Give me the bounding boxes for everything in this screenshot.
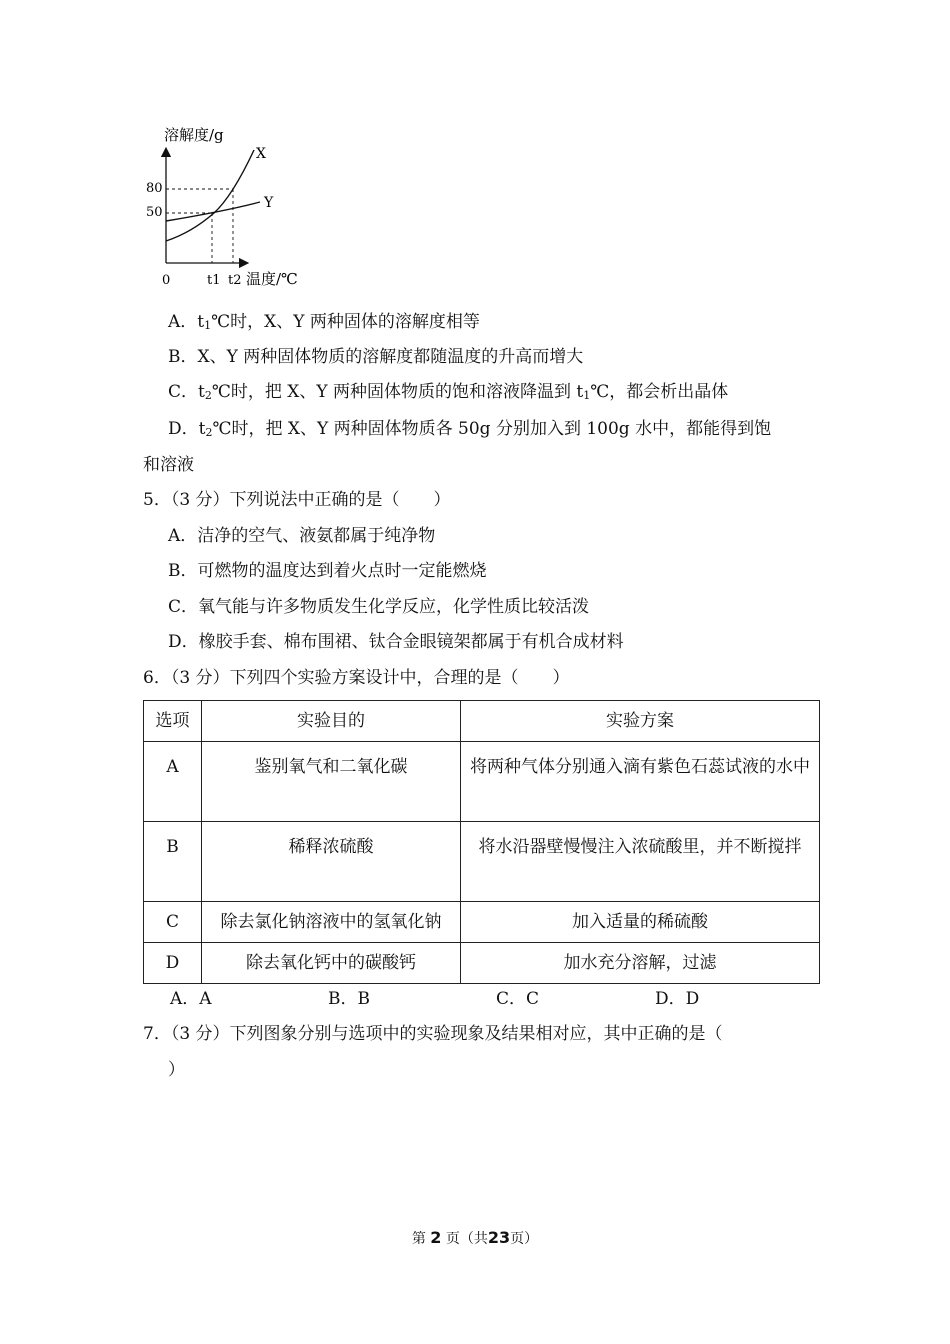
row-option: C xyxy=(144,902,202,943)
page-footer: 第 2 页（共23页） xyxy=(411,1228,539,1247)
q5-option-c: C．氧气能与许多物质发生化学反应，化学性质比较活泼 xyxy=(168,597,590,617)
row-plan: 将水沿器壁慢慢注入浓硫酸里，并不断搅拌 xyxy=(461,822,820,902)
q6-choice-b: B．B xyxy=(328,989,370,1009)
y-axis-label: 溶解度/g xyxy=(164,126,224,144)
curve-y-label: Y xyxy=(264,195,274,211)
row-option: B xyxy=(144,822,202,902)
q6-table xyxy=(143,700,820,984)
y-tick-50: 50 xyxy=(146,205,163,220)
page-number: 2 xyxy=(430,1228,442,1247)
q6-choice-a: A．A xyxy=(170,989,212,1009)
row-goal: 鉴别氧气和二氧化碳 xyxy=(202,742,461,822)
q4-option-a: A．t1℃时，X、Y 两种固体的溶解度相等 xyxy=(168,312,480,332)
table-row xyxy=(144,822,820,902)
row-goal: 稀释浓硫酸 xyxy=(202,822,461,902)
q4-option-d: D．t2℃时，把 X、Y 两种固体物质各 50g 分别加入到 100g 水中，都能得到饱 xyxy=(168,419,772,439)
q6-stem: 6．（3 分）下列四个实验方案设计中，合理的是（ ） xyxy=(143,668,570,688)
table-row xyxy=(144,902,820,943)
q4-option-c: C．t2℃时，把 X、Y 两种固体物质的饱和溶液降温到 t1℃，都会析出晶体 xyxy=(168,382,729,402)
header-plan: 实验方案 xyxy=(461,701,820,742)
q5-option-a: A．洁净的空气、液氨都属于纯净物 xyxy=(168,526,436,546)
row-goal: 除去氯化钠溶液中的氢氧化钠 xyxy=(202,902,461,943)
page-total: 23 xyxy=(487,1228,511,1247)
q6-choice-c: C．C xyxy=(496,989,540,1009)
table-row xyxy=(144,943,820,984)
table-row xyxy=(144,742,820,822)
y-tick-80: 80 xyxy=(146,181,163,196)
x-tick-t2: t2 xyxy=(228,273,242,288)
table-header-row xyxy=(144,701,820,742)
q5-option-d: D．橡胶手套、棉布围裙、钛合金眼镜架都属于有机合成材料 xyxy=(168,632,624,652)
q5-stem: 5．（3 分）下列说法中正确的是（ ） xyxy=(143,490,451,510)
row-option: A xyxy=(144,742,202,822)
x-tick-t1: t1 xyxy=(207,273,221,288)
q7-stem-cont: ） xyxy=(168,1060,185,1080)
solubility-chart xyxy=(140,118,320,293)
curve-x-label: X xyxy=(256,146,266,162)
row-plan: 加入适量的稀硫酸 xyxy=(461,902,820,943)
row-option: D xyxy=(144,943,202,984)
curve-y xyxy=(166,202,260,221)
q4-option-b: B．X、Y 两种固体物质的溶解度都随温度的升高而增大 xyxy=(168,347,584,367)
q4-option-d-cont: 和溶液 xyxy=(143,455,194,475)
header-goal: 实验目的 xyxy=(202,701,461,742)
origin-label: 0 xyxy=(162,273,171,288)
x-axis-label: 温度/℃ xyxy=(246,270,298,288)
curve-x xyxy=(166,150,254,241)
q6-choice-d: D．D xyxy=(655,989,700,1009)
q5-option-b: B．可燃物的温度达到着火点时一定能燃烧 xyxy=(168,561,487,581)
q7-stem: 7．（3 分）下列图象分别与选项中的实验现象及结果相对应，其中正确的是（ xyxy=(143,1024,723,1044)
row-plan: 加水充分溶解，过滤 xyxy=(461,943,820,984)
row-goal: 除去氧化钙中的碳酸钙 xyxy=(202,943,461,984)
row-plan: 将两种气体分别通入滴有紫色石蕊试液的水中 xyxy=(461,742,820,822)
header-option: 选项 xyxy=(144,701,202,742)
